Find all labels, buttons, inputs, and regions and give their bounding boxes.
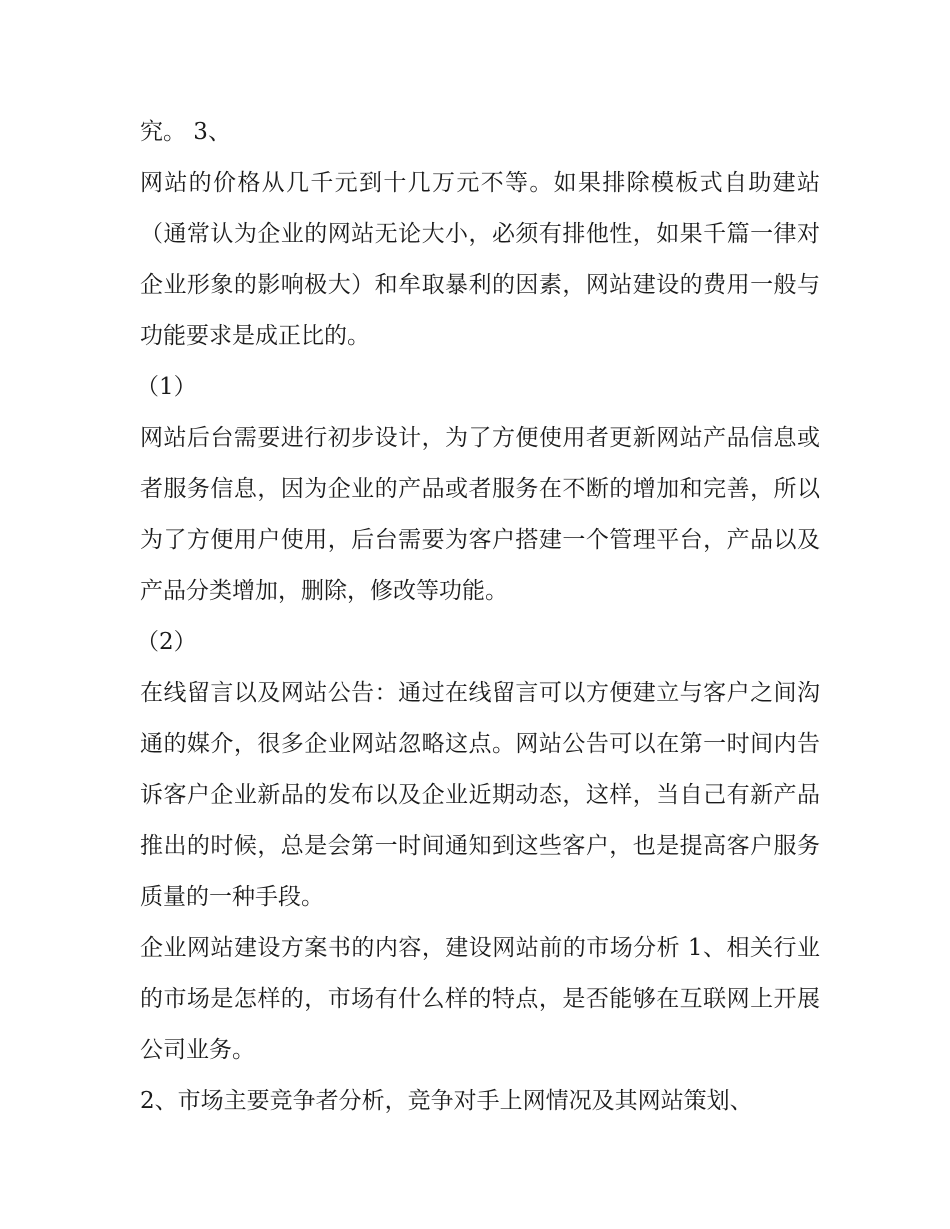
document-body <box>136 107 820 1127</box>
paragraph-fragment-continuation: 究。 3、 <box>140 119 231 145</box>
paragraph-online-message: 在线留言以及网站公告：通过在线留言可以方便建立与客户之间沟通的媒介，很多企业网站忽略这点。网站公告可以在第一时间内告诉客户企业新品的发布以及企业近期动态，这样，当自己有新产品推出的时候，总是会第一时间通知到这些客户，也是提高客户服务质量的一种手段。 <box>140 680 820 910</box>
paragraph-website-price: 网站的价格从几千元到十几万元不等。如果排除模板式自助建站（通常认为企业的网站无论大小，必须有排他性，如果千篇一律对企业形象的影响极大）和牟取暴利的因素，网站建设的费用一般与功能要求是成正比的。 <box>140 170 820 349</box>
section-marker-1: （1） <box>136 374 197 400</box>
section-marker-2: （2） <box>136 629 197 655</box>
paragraph-backend-design: 网站后台需要进行初步设计，为了方便使用者更新网站产品信息或者服务信息，因为企业的产品或者服务在不断的增加和完善，所以为了方便用户使用，后台需要为客户搭建一个管理平台，产品以及产品分类增加，删除，修改等功能。 <box>140 425 820 604</box>
paragraph-market-analysis: 企业网站建设方案书的内容，建设网站前的市场分析 1、相关行业的市场是怎样的，市场有什么样的特点，是否能够在互联网上开展公司业务。 <box>140 935 820 1063</box>
paragraph-competitor-analysis: 2、市场主要竞争者分析，竞争对手上网情况及其网站策划、 <box>140 1088 753 1114</box>
